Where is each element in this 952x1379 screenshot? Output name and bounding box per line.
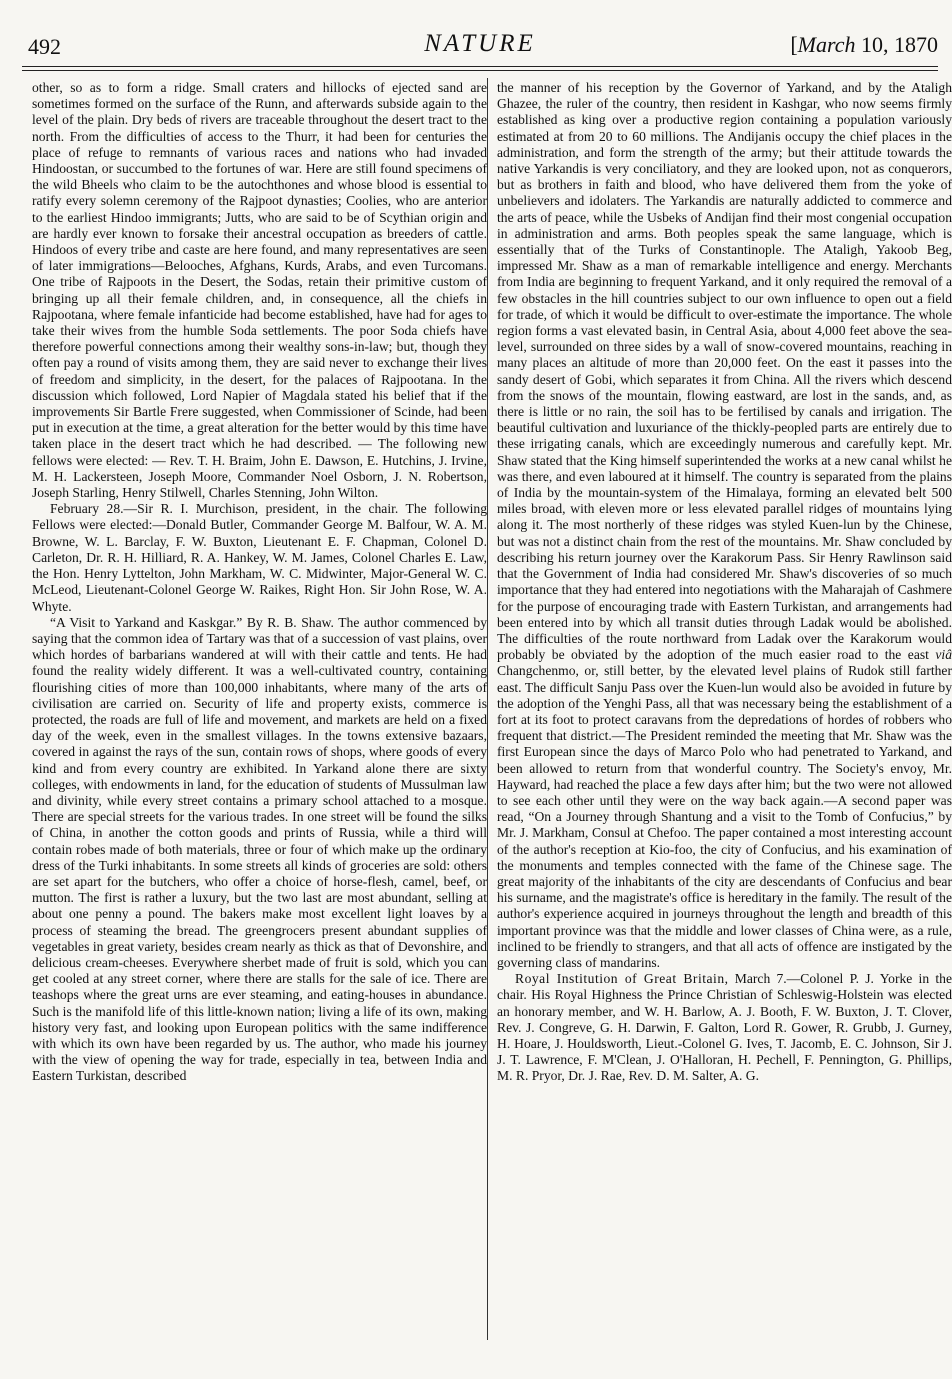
royal-institution-text: March 7.—Colonel P. J. Yorke in the chair. His Royal Highness the Prince Christian of Schleswig-Holstein was elected an honorary member, and W. H. Barlow, A. J. Booth, F. W. Buxton, J. T. Clover, Rev. J. Congreve, G. H. Darwin, F. Galton, Lord R. Gower, R. Grubb, J. Gurney, H. Hoare, J. Houldsworth, Lieut.-Colonel G. Ives, T. Jacomb, E. C. Johnson, Sir J. J. T. Lawrence, F. M'Clean, J. O'Halloran, H. Pechell, F. Pennington, G. Phillips, M. R. Pryor, Dr. J. Rae, Rev. D. M. Salter, A. G. <box>497 971 952 1084</box>
page-header <box>22 28 938 64</box>
issue-date <box>790 32 938 58</box>
date-month: March <box>797 32 856 57</box>
paragraph-yarkand-text: the manner of his reception by the Governor of Yarkand, and by the Ataligh Ghazee, the ruler of the country, then resident in Kashgar, who now seems firmly established as king over a productive region containing a population variously estimated at from 20 to 60 millions. The Andijanis occupy the chief places in the administration, and form the strength of the army; but their attitude towards the native Yarkandis is very conciliatory, and they are looked upon, not as conquerors, but as brothers in faith and blood, who have delivered them from the yoke of unbelievers and idolaters. The Yarkandis are naturally addicted to commerce and the arts of peace, while the Usbeks of Andijan find their most congenial occupation in administration and arms. Both peoples speak the same language, which is essentially that of the Turks of Constantinople. The Ataligh, Yakoob Beg, impressed Mr. Shaw as a man of remarkable intelligence and energy. Merchants from India are beginning to frequent Yarkand, and it only required the removal of a few obstacles in the hill countries subject to our own influence to open out a field for trade, of which it would be difficult to over-estimate the importance. The whole region forms a vast elevated basin, in Central Asia, about 4,000 feet above the sea-level, surrounded on three sides by a wall of snow-covered mountains, reaching in many places an altitude of more than 20,000 feet. On the east it passes into the sandy desert of Gobi, which separates it from China. All the rivers which descend from the snows of the mountain, flowing eastward, are lost in the sands, and, as there is little or no rain, the soil has to be fertilised by canals and irrigation. The beautiful cultivation and luxuriance of the thickly-peopled parts are entirely due to these irrigating canals, which are exceedingly numerous and carefully kept. Mr. Shaw stated that the King himself superintended the works at a new canal whilst he was there, and even laboured at it himself. The country is separated from the plains of India by the mountain-system of the Himalaya, forming an elevated belt 500 miles broad, with eleven more or less elevated parallel ridges of mountains lying along it. The most northerly of these ridges was styled Kuen-lun by the Chinese, but was not a distinct chain from the rest of the mountains. Mr. Shaw concluded by describing his return journey over the Karakorum Pass. Sir Henry Rawlinson said that the Government of India had considered Mr. Shaw's discoveries of so much importance that they had entered into negotiations with the Maharajah of Cashmere for the purpose of encouraging trade with Eastern Turkistan, and arrangements had been entered into by which all transit duties through Ladak would be abolished. The difficulties of the route northward from Ladak over the Karakorum would probably be obviated by the adoption of the much easier road to the east <box>497 80 952 663</box>
paragraph-runn-continued: other, so as to form a ridge. Small craters and hillocks of ejected sand are sometimes formed on the surface of the Runn, and afterwards subside again to the level of the plain. Dry beds of rivers are traceable throughout the desert tract to the north. From the difficulties of access to the Thurr, it had been for centuries the place of refuge to remnants of various races and nations who had invaded Hindoostan, or succumbed to the fortunes of war. Here are still found specimens of the wild Bheels who claim to be the autochthones and whose blood is essential to ratify every solemn ceremony of the Rajpoot dynasties; Coolies, who are anterior to the earliest Hindoo immigrants; Jutts, who are said to be of Scythian origin and are hardly ever known to forsake their ancestral occupation as breeders of cattle. Hindoos of every tribe and caste are here found, and many representatives are seen of later immigrations—Belooches, Afghans, Kurds, Arabs, and even Turcomans. One tribe of Rajpoots in the Desert, the Sodas, retain their primitive custom of bringing up all their female children, and, in consequence, all the chiefs in Rajpootana, where female infanticide had become established, have had for ages to take their wives from the humble Soda settlements. The poor Soda chiefs have therefore powerful connections among their wealthy sons-in-law; but, though they often pay a round of visits among them, they are said never to exchange their lives of freedom and simplicity, in the desert, for the palaces of Rajpootana. In the discussion which followed, Lord Napier of Magdala stated his belief that if the improvements Sir Bartle Frere suggested, when Commissioner of Scinde, had been put in execution at the time, a great alteration for the better would by this time have taken place in the desert tract which he had described. — The following new fellows were elected: — Rev. T. H. Braim, John E. Dawson, E. Hutchins, J. Irvine, M. H. Lackersteen, Joseph Moore, Commander Noel Osborn, J. N. Robertson, Joseph Starling, Henry Stilwell, Charles Stenning, John Wilton. <box>32 80 487 501</box>
date-bracket: [ <box>790 32 798 57</box>
paragraph-royal-institution <box>497 971 952 1084</box>
paragraph-yarkand-continued <box>497 80 952 971</box>
paragraph-february-meeting: February 28.—Sir R. I. Murchison, president, in the chair. The following Fellows were elected:—Donald Butler, Commander George M. Balfour, W. A. M. Browne, W. L. Barclay, F. W. Buxton, Lieutenant E. F. Chapman, Colonel D. Carleton, Dr. R. H. Hilliard, R. A. Hankey, W. M. James, Colonel Charles E. Law, the Hon. Henry Lyttelton, John Markham, W. C. Midwinter, Major-General W. C. McLeod, Lieutenant-Colonel George W. Raikes, Right Hon. Sir John Rose, W. A. Whyte. <box>32 501 487 614</box>
royal-institution-heading: Royal Institution of Great Britain, <box>515 971 729 987</box>
paragraph-yarkand-text-rest: Changchenmo, or, still better, by the elevated level plains of Rudok still farther east. The difficult Sanju Pass over the Kuen-lun would also be avoided in future by the adoption of the Yenghi Pass, all that was necessary being the establishment of a fort at its foot to protect caravans from the depredations of hordes of robbers who frequent that district.—The President reminded the meeting that Mr. Shaw was the first European since the days of Marco Polo who had penetrated to Yarkand, and been allowed to return from that wonderful country. The Society's envoy, Mr. Hayward, had reached the place a few days after him; but the two were not allowed to see each other until they were on the way back again.—A second paper was read, “On a Journey through Shantung and a visit to the Tomb of Confucius,” by Mr. J. Markham, Consul at Chefoo. The paper contained a most interesting account of the author's reception at Kio-foo, the city of Confucius, and his examination of the monuments and temples connected with the fame of the Chinese sage. The great majority of the inhabitants of the city are descendants of Confucius and bear his surname, and the magistrate's office is hereditary in the family. The result of the author's experience acquired in journeys throughout the length and breadth of this important province was that the middle and lower classes of China were, as a rule, inclined to be friendly to strangers, and that all acts of offence are instigated by the governing class of mandarins. <box>497 663 952 970</box>
journal-title: NATURE <box>424 30 536 57</box>
header-rule-lower <box>22 70 938 71</box>
paragraph-yarkand-visit: “A Visit to Yarkand and Kaskgar.” By R. B. Shaw. The author commenced by saying that the common idea of Tartary was that of a succession of vast plains, over which hordes of barbarians wandered at will with their cattle and tents. He had found the reality widely different. It was a well-cultivated country, containing flourishing cities of more than 100,000 inhabitants, where many of the arts of civilisation are carried on. Security of life and property exists, commerce is protected, the roads are full of life and movement, and markets are held on a fixed day of the week, even in the smallest villages. In the towns extensive bazaars, covered in against the rays of the sun, contain rows of shops, where goods of every kind and from every country are exhibited. In Yarkand alone there are sixty colleges, with endowments in land, for the education of students of Mussulman law and divinity, while every street contains a primary school attached to a mosque. There are special streets for the various trades. In one street will be found the silks of China, in another the cotton goods and prints of Russia, while a third will contain robes made of both materials, three or four of which make up the ordinary dress of the Turki inhabitants. In some streets all kinds of groceries are sold: others are set apart for the butchers, who offer a choice of horse-flesh, camel, beef, or mutton. The first is rather a luxury, but the two last are most abundant, selling at about one penny a pound. The bakers make most excellent light loaves by a process of steaming the bread. The greengrocers present abundant supplies of vegetables in great variety, besides cream nearly as thick as that of Devonshire, and delicious cream-cheeses. Everywhere sherbet made of fruit is sold, which you can get cooled at any street corner, where there are stalls for the sale of ice. There are teashops where the great urns are ever steaming, and eating-houses in abundance. Such is the manifold life of this little-known nation; living a life of its own, making history very fast, and looking upon European politics with the same indifference with which its own have been regarded by us. The author, who made his journey with the view of opening the way for trade, especially in tea, between India and Eastern Turkistan, described <box>32 614 487 1084</box>
via-word: viâ <box>935 647 952 663</box>
header-rule <box>22 66 938 67</box>
left-column <box>32 80 487 1338</box>
page-number: 492 <box>28 34 61 59</box>
date-rest: 10, 1870 <box>855 32 938 57</box>
right-column <box>497 80 952 1338</box>
column-divider <box>487 78 488 1340</box>
